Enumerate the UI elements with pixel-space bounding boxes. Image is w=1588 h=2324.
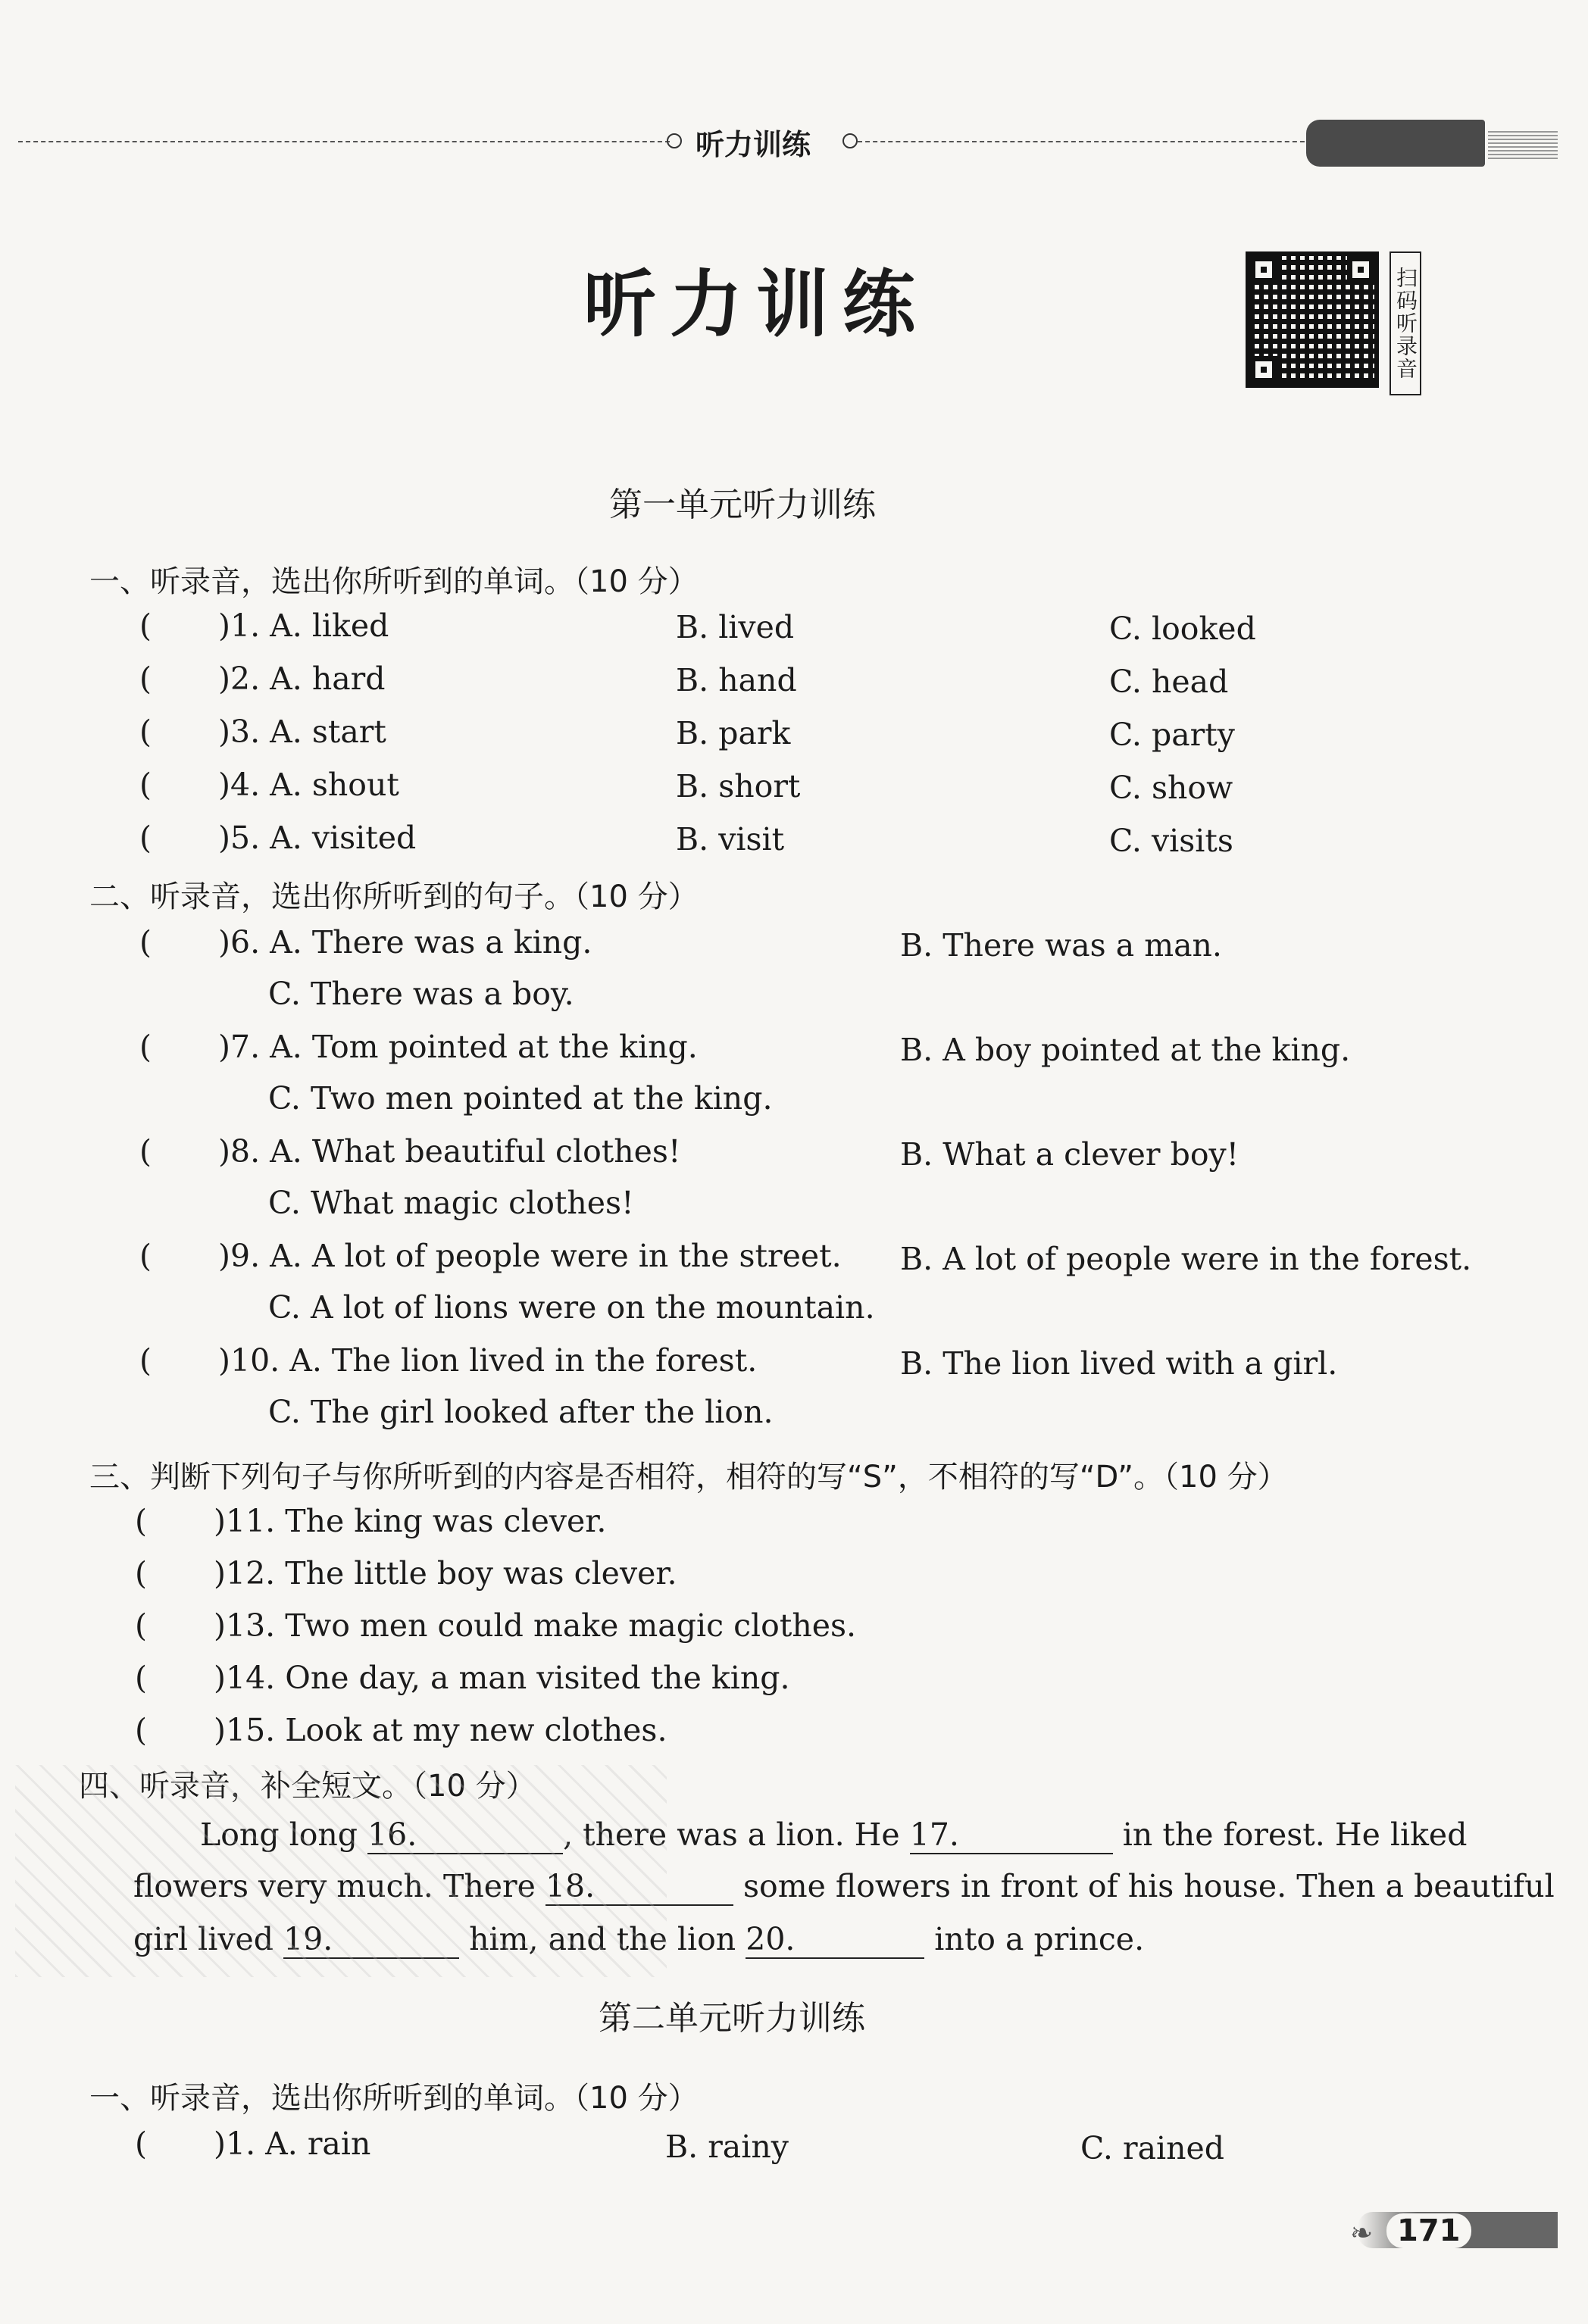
option-b: B. rainy	[665, 2129, 789, 2165]
header-rule-right	[858, 141, 1312, 142]
leaf-icon: ❧	[1350, 2218, 1374, 2249]
blank-18[interactable]: 18.	[545, 1868, 733, 1906]
option-c: C. There was a boy.	[268, 976, 574, 1012]
header-rule-left	[18, 141, 670, 142]
option-c: C. A lot of lions were on the mountain.	[268, 1289, 875, 1326]
answer-paren[interactable]: (	[139, 820, 152, 856]
answer-paren[interactable]: (	[135, 1712, 147, 1748]
blank-19[interactable]: 19.	[283, 1921, 459, 1959]
answer-paren[interactable]: (	[135, 1660, 147, 1696]
statement: )14. One day, a man visited the king.	[214, 1660, 790, 1696]
answer-paren[interactable]: (	[139, 924, 152, 961]
option-c: C. The girl looked after the lion.	[268, 1394, 774, 1430]
option-b: B. There was a man.	[900, 927, 1222, 964]
answer-paren[interactable]: (	[135, 1503, 147, 1539]
option-a: )6. A. There was a king.	[218, 924, 592, 961]
option-b: B. A lot of people were in the forest.	[900, 1241, 1472, 1277]
option-b: B. The lion lived with a girl.	[900, 1345, 1338, 1382]
qr-finder-tr	[1347, 256, 1374, 283]
passage-text: into a prince.	[934, 1921, 1145, 1957]
watermark-block	[15, 1765, 667, 1977]
unit2-title: 第二单元听力训练	[599, 1999, 865, 2038]
page-number: 171	[1386, 2213, 1471, 2248]
option-a: )7. A. Tom pointed at the king.	[218, 1029, 698, 1065]
option-b: B. A boy pointed at the king.	[900, 1032, 1351, 1068]
header-dot-right	[842, 133, 858, 148]
unit1-section1-heading: 一、听录音，选出你所听到的单词。（10 分）	[89, 564, 699, 599]
passage-text: him, and the lion	[469, 1921, 736, 1957]
statement: )11. The king was clever.	[214, 1503, 607, 1539]
statement: )13. Two men could make magic clothes.	[214, 1607, 857, 1644]
answer-paren[interactable]: (	[139, 1029, 152, 1065]
option-a: )1. A. liked	[218, 608, 389, 644]
unit1-section4-heading: 四、听录音，补全短文。（10 分）	[79, 1769, 536, 1804]
answer-paren[interactable]: (	[139, 661, 152, 697]
passage-text: some flowers in front of his house. Then a beautiful	[742, 1868, 1555, 1904]
blank-16[interactable]: 16.	[367, 1816, 563, 1854]
option-a: )9. A. A lot of people were in the street.	[218, 1238, 842, 1274]
option-b: B. short	[676, 768, 801, 804]
option-b: B. What a clever boy!	[900, 1136, 1239, 1173]
option-a: )8. A. What beautiful clothes!	[218, 1133, 681, 1170]
option-a: )4. A. shout	[218, 767, 399, 803]
qr-code[interactable]	[1246, 251, 1379, 388]
option-c: C. looked	[1109, 611, 1256, 647]
blank-17[interactable]: 17.	[910, 1816, 1113, 1854]
header-tab-hatch	[1488, 129, 1558, 159]
option-b: B. lived	[676, 609, 795, 645]
option-c: C. party	[1109, 717, 1235, 753]
statement: )15. Look at my new clothes.	[214, 1712, 667, 1748]
option-a: )3. A. start	[218, 714, 386, 750]
option-b: B. hand	[676, 662, 797, 698]
passage-text: girl lived	[133, 1921, 274, 1957]
option-c: C. show	[1109, 770, 1233, 806]
answer-paren[interactable]: (	[139, 714, 152, 750]
header-dot-left	[667, 133, 682, 148]
answer-paren[interactable]: (	[139, 1342, 152, 1379]
unit1-title: 第一单元听力训练	[609, 486, 876, 524]
option-a: )1. A. rain	[214, 2126, 371, 2162]
option-c: C. visits	[1109, 823, 1233, 859]
option-c: C. head	[1109, 664, 1229, 700]
answer-paren[interactable]: (	[135, 1607, 147, 1644]
qr-scan-label: 扫码听录音	[1390, 251, 1421, 395]
header-label: 听力训练	[696, 128, 811, 161]
option-a: )5. A. visited	[218, 820, 417, 856]
unit2-section1-heading: 一、听录音，选出你所听到的单词。（10 分）	[89, 2081, 699, 2116]
answer-paren[interactable]: (	[135, 1555, 147, 1592]
option-c: C. What magic clothes!	[268, 1185, 634, 1221]
option-b: B. visit	[676, 821, 785, 857]
option-a: )10. A. The lion lived in the forest.	[218, 1342, 758, 1379]
passage-text: Long long	[200, 1816, 358, 1853]
option-c: C. Two men pointed at the king.	[268, 1080, 773, 1117]
answer-paren[interactable]: (	[139, 767, 152, 803]
option-a: )2. A. hard	[218, 661, 386, 697]
option-c: C. rained	[1080, 2130, 1225, 2166]
answer-paren[interactable]: (	[139, 1238, 152, 1274]
unit1-section2-heading: 二、听录音，选出你所听到的句子。（10 分）	[89, 879, 699, 914]
passage-text: in the forest. He liked	[1122, 1816, 1468, 1853]
answer-paren[interactable]: (	[139, 608, 152, 644]
qr-finder-bl	[1250, 356, 1277, 383]
qr-finder-tl	[1250, 256, 1277, 283]
passage-text: , there was a lion. He	[563, 1816, 900, 1853]
option-b: B. park	[676, 715, 791, 751]
answer-paren[interactable]: (	[135, 2126, 147, 2162]
passage-text: flowers very much. There	[133, 1868, 536, 1904]
unit1-section3-heading: 三、判断下列句子与你所听到的内容是否相符，相符的写“S”，不相符的写“D”。（10 分）	[89, 1460, 1288, 1495]
header-tab	[1306, 120, 1485, 167]
page-title: 听力训练	[583, 262, 929, 347]
answer-paren[interactable]: (	[139, 1133, 152, 1170]
statement: )12. The little boy was clever.	[214, 1555, 677, 1592]
blank-20[interactable]: 20.	[746, 1921, 924, 1959]
